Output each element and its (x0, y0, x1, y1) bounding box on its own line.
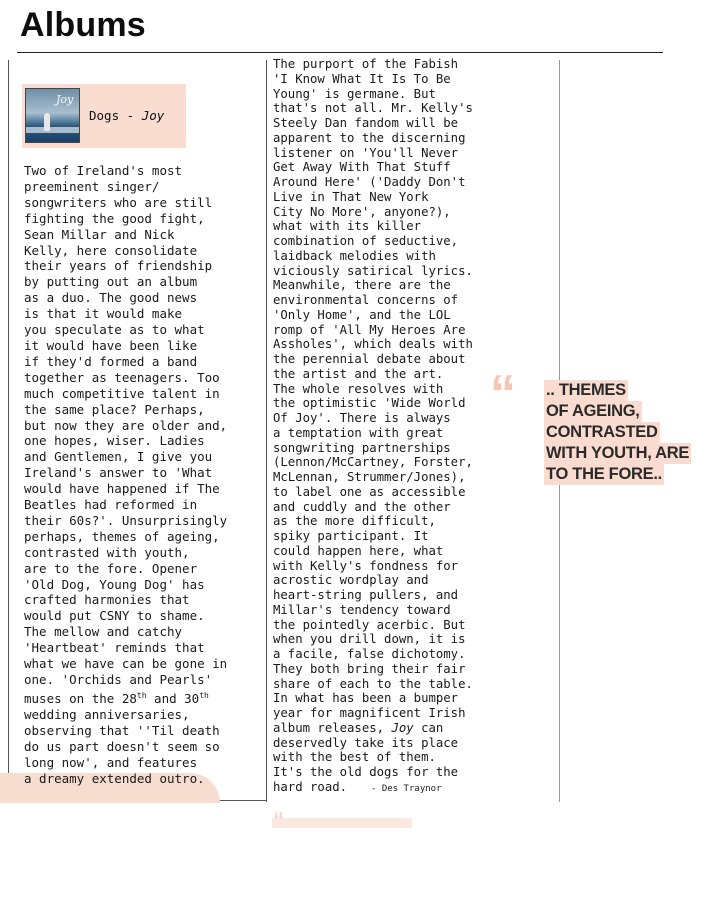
review-line: the artist and the art. (273, 366, 444, 381)
review-line: with Kelly's fondness for (273, 558, 459, 573)
review-line: listener on 'You'll Never (273, 145, 459, 160)
album-separator: - (119, 108, 142, 123)
review-line: year for magnificent Irish (273, 706, 466, 720)
review-line: acrostic wordplay and (273, 573, 429, 588)
faint-quote-mark-icon: “ (274, 806, 284, 837)
review-line: would have happened if The (24, 481, 220, 497)
decorative-peach-strip (272, 818, 412, 828)
review-line: observing that ''Til death (24, 722, 220, 738)
review-line: 'Heartbeat' reminds that (24, 640, 205, 656)
review-line: if they'd formed a band (24, 353, 198, 369)
review-line: apparent to the discerning (273, 130, 466, 145)
review-line-suffix: can (413, 720, 444, 735)
review-line: what with its killer (273, 219, 422, 234)
pull-quote-line: .. THEMES (546, 381, 626, 399)
review-line: Ireland's answer to 'What (24, 465, 213, 481)
quote-mark-icon: “ (490, 365, 516, 423)
review-line: 'Only Home', and the LOL (273, 307, 451, 322)
pull-quote (544, 380, 691, 485)
review-line: and Gentlemen, I give you (24, 449, 213, 465)
review-line: are to the fore. Opener (24, 560, 198, 576)
review-line: the perennial debate about (273, 352, 466, 366)
superscript-first: th (136, 690, 147, 700)
review-line: preeminent singer/ (24, 178, 160, 194)
review-line: with the best of them. (273, 750, 436, 765)
review-line: Steely Dan fandom will be (273, 116, 459, 130)
review-line-anniversaries (24, 688, 227, 707)
review-line: one. 'Orchids and Pearls' (24, 672, 213, 687)
review-line: They both bring their fair (273, 661, 466, 676)
review-line: do us part doesn't seem so (24, 738, 220, 754)
review-line: Young' is germane. But (273, 86, 436, 101)
review-line-joiner: and 30 (146, 691, 200, 707)
review-line: Kelly, here consolidate (24, 242, 198, 258)
review-line: the optimistic 'Wide World (273, 396, 466, 411)
review-line: spiky participant. It (273, 529, 429, 543)
review-line: The purport of the Fabish (273, 57, 459, 71)
review-line: The whole resolves with (273, 381, 444, 396)
review-line: it would have been like (24, 337, 198, 353)
review-line: Around Here' ('Daddy Don't (273, 175, 466, 189)
review-line: Meanwhile, there are the (273, 278, 451, 293)
review-line-joy (273, 721, 473, 736)
review-line: a dreamy extended outro. (24, 770, 205, 786)
review-line: combination of seductive, (273, 234, 459, 248)
album-label (89, 108, 164, 123)
review-line-prefix: muses on the 28 (24, 691, 137, 707)
review-line-last: hard road. (273, 779, 348, 794)
review-line: crafted harmonies that (24, 592, 190, 608)
inline-album-title: Joy (391, 720, 414, 735)
review-line: the same place? Perhaps, (24, 401, 205, 417)
album-artist: Dogs (89, 108, 120, 123)
column-rule-left (8, 60, 9, 802)
review-line: (Lennon/McCartney, Forster, (273, 455, 473, 470)
review-column-middle (273, 57, 473, 797)
review-line: share of each to the table. (273, 676, 473, 691)
review-line: that's not all. Mr. Kelly's (273, 101, 473, 116)
review-line: Assholes', which deals with (273, 337, 473, 352)
review-line: a facile, false dichotomy. (273, 647, 466, 661)
review-line: wedding anniversaries, (24, 706, 190, 722)
review-line: 'I Know What It Is To Be (273, 71, 451, 86)
review-line: fighting the good fight, (24, 210, 205, 226)
review-line: Live in That New York (273, 189, 429, 204)
review-line: Millar's tendency toward (273, 602, 451, 617)
review-line: 'Old Dog, Young Dog' has (24, 576, 205, 592)
review-line: long now', and features (24, 754, 198, 770)
review-line: It's the old dogs for the (273, 765, 459, 779)
review-line: their years of friendship (24, 258, 213, 274)
review-line: songwriting partnerships (273, 440, 451, 455)
review-line: to label one as accessible (273, 484, 466, 499)
review-line: Two of Ireland's most (24, 163, 183, 178)
review-line: In what has been a bumper (273, 691, 459, 706)
review-line: together as teenagers. Too (24, 369, 220, 385)
pull-quote-line: TO THE FORE.. (546, 465, 662, 483)
review-line: a temptation with great (273, 425, 444, 440)
review-line: would put CSNY to shame. (24, 608, 205, 624)
review-line: you speculate as to what (24, 322, 205, 338)
review-line: perhaps, themes of ageing, (24, 528, 220, 544)
review-line: contrasted with youth, (24, 544, 190, 560)
review-line: is that it would make (24, 306, 183, 322)
review-line: their 60s?'. Unsurprisingly (24, 512, 228, 528)
review-line: could happen here, what (273, 543, 444, 558)
review-line: one hopes, wiser. Ladies (24, 433, 205, 449)
review-line: Beatles had reformed in (24, 497, 198, 513)
review-line-prefix: album releases, (273, 720, 385, 735)
review-line: as a duo. The good news (24, 290, 198, 306)
album-cover (25, 88, 80, 143)
cover-wave (26, 127, 80, 133)
review-line: romp of 'All My Heroes Are (273, 322, 466, 337)
review-line: City No More', anyone?), (273, 204, 451, 219)
pull-quote-line: CONTRASTED (546, 423, 658, 441)
review-line: The mellow and catchy (24, 624, 183, 640)
review-line: viciously satirical lyrics. (273, 263, 473, 278)
review-line: by putting out an album (24, 274, 198, 290)
review-line: laidback melodies with (273, 248, 436, 263)
review-line: environmental concerns of (273, 293, 459, 307)
page-title: Albums (20, 6, 146, 44)
album-header (22, 84, 186, 148)
review-line: the pointedly acerbic. But (273, 617, 466, 632)
album-title: Joy (141, 108, 165, 123)
title-divider (17, 52, 663, 53)
review-line: heart-string pullers, and (273, 588, 459, 602)
review-line: but now they are older and, (24, 417, 228, 433)
review-line: deservedly take its place (273, 735, 459, 750)
review-line-final (273, 780, 473, 797)
review-line: Get Away With That Stuff (273, 160, 451, 175)
review-line: what we have can be gone in (24, 656, 228, 672)
cover-title-script: Joy (56, 93, 74, 106)
review-line: McLennan, Strummer/Jones), (273, 470, 466, 484)
column-rule-middle (266, 60, 267, 802)
pull-quote-line: OF AGEING, (546, 402, 640, 420)
review-column-left (24, 163, 227, 787)
review-line: when you drill down, it is (273, 632, 466, 647)
superscript-second: th (199, 690, 209, 700)
review-line: much competitive talent in (24, 385, 220, 401)
review-line: Sean Millar and Nick (24, 226, 175, 242)
review-line: as the more difficult, (273, 514, 436, 529)
review-line: songwriters who are still (24, 194, 213, 210)
cover-figure (44, 113, 50, 131)
review-line: Of Joy'. There is always (273, 411, 451, 425)
pull-quote-line: WITH YOUTH, ARE (546, 444, 690, 462)
review-line: and cuddly and the other (273, 499, 451, 514)
byline: - Des Traynor (371, 783, 442, 794)
